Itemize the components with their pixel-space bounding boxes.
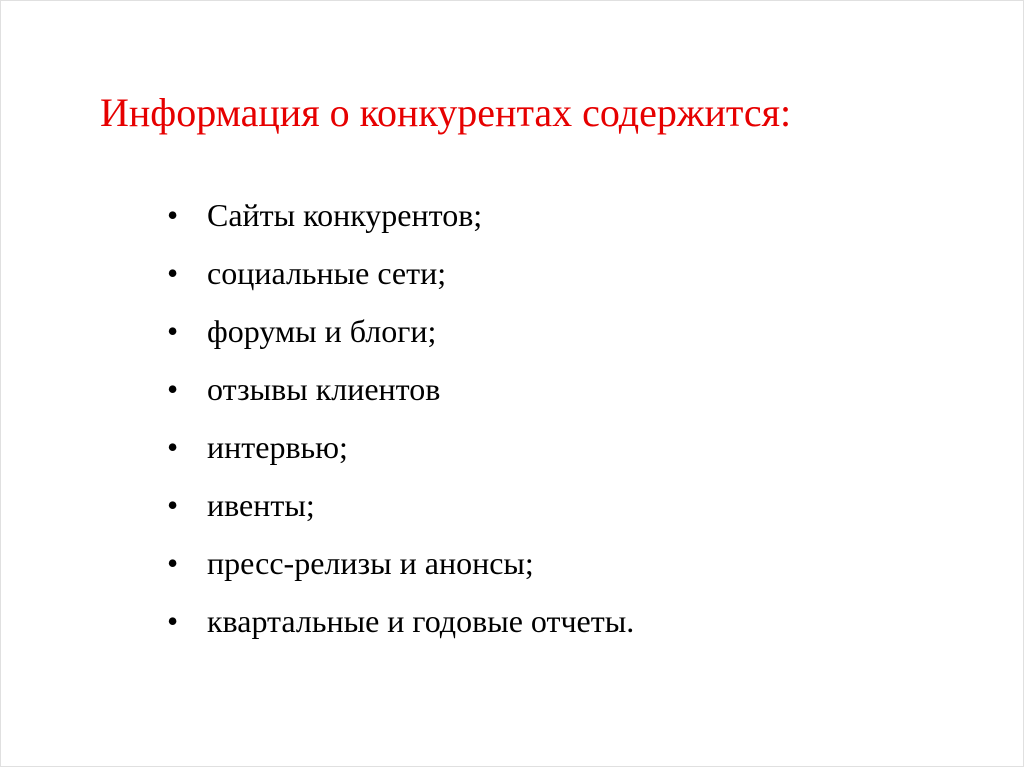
list-item [167, 425, 634, 483]
list-item-text: отзывы клиентов [207, 371, 441, 407]
list-item-text: Сайты конкурентов; [207, 197, 483, 233]
bullet-list [167, 193, 634, 657]
list-item [167, 541, 634, 599]
list-item-text: пресс-релизы и анонсы; [207, 545, 534, 581]
bullet-icon: • [167, 545, 179, 581]
bullet-icon: • [167, 255, 179, 291]
list-item-text: интервью; [207, 429, 348, 465]
list-item-text: социальные сети; [207, 255, 447, 291]
bullet-icon: • [167, 313, 179, 349]
list-item [167, 367, 634, 425]
bullet-icon: • [167, 487, 179, 523]
list-item-text: ивенты; [207, 487, 315, 523]
list-item [167, 193, 634, 251]
bullet-icon: • [167, 429, 179, 465]
list-item [167, 483, 634, 541]
list-item [167, 599, 634, 657]
list-item [167, 251, 634, 309]
bullet-icon: • [167, 197, 179, 233]
list-item [167, 309, 634, 367]
list-item-text: форумы и блоги; [207, 313, 437, 349]
slide-title: Информация о конкурентах содержится: [100, 90, 792, 135]
bullet-icon: • [167, 371, 179, 407]
bullet-icon: • [167, 603, 179, 639]
list-item-text: квартальные и годовые отчеты. [207, 603, 635, 639]
